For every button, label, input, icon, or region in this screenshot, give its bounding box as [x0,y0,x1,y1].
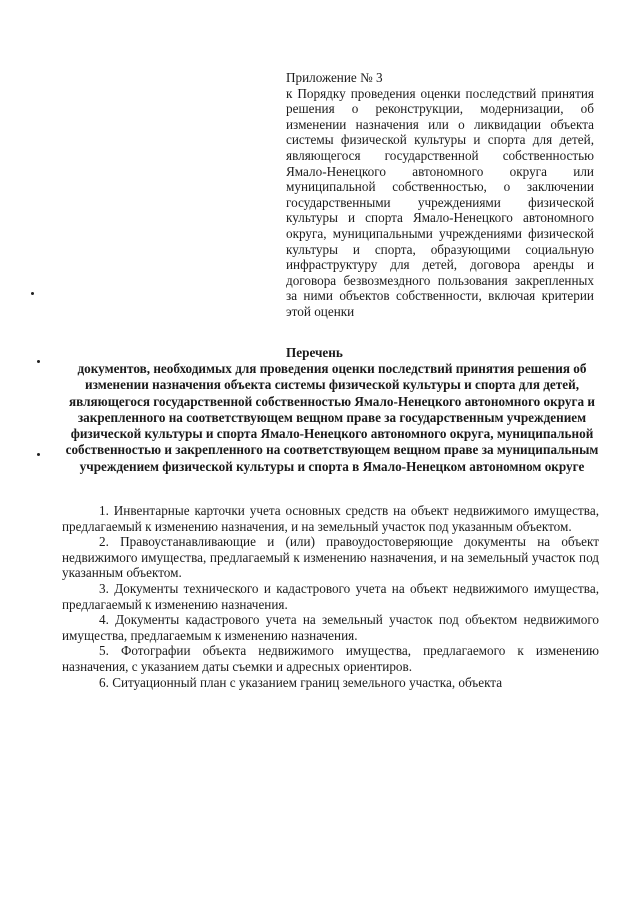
appendix-title: Приложение № 3 [286,70,383,85]
list-item: 6. Ситуационный план с указанием границ земельного участка, объекта [99,674,503,690]
scan-speck [37,360,40,363]
list-item: 1. Инвентарные карточки учета основных средств на объект недвижимого имущества, предлагаемый к изменению назначения, и на земельный участок под указанным объектом. [62,503,599,534]
document-list [62,503,599,690]
appendix-text: к Порядку проведения оценки последствий принятия решения о реконструкции, модернизации, об изменении назначения или о ликвидации объекта системы физической культуры и спорта для детей, являющегося государственной собственностью Ямало-Ненецкого автономного округа или муниципальной собственностью, о заключении государственными учреждениями физической культуры и спорта Ямало-Ненецкого автономного округа, муниципальными учреждениями физической культуры и спорта, образующими социальную инфраструктуру для детей, договора аренды и договора безвозмездного пользования закрепленных за ними объектов собственности, включая критерии этой оценки [286,85,594,319]
list-item: 3. Документы технического и кадастрового учета на объект недвижимого имущества, предлагаемый к изменению назначения. [62,580,599,612]
document-title: Перечень [286,345,343,360]
scan-speck [37,453,40,456]
list-item: 4. Документы кадастрового учета на земельный участок под объектом недвижимого имущества, предлагаемым к изменению назначения. [62,612,599,643]
document-heading: документов, необходимых для проведения оценки последствий принятия решения об изменении назначения объекта системы физической культуры и спорта для детей, являющегося государственной собственностью Ямало-Ненецкого автономного округа и закрепленного на соответствующем вещном праве за государственным учреждением физической культуры и спорта Ямало-Ненецкого автономного округа, муниципальной собственностью и закрепленного на соответствующем вещном праве за муниципальным учреждением физической культуры и спорта в Ямало-Ненецком автономном округе [65,361,599,474]
list-item: 5. Фотографии объекта недвижимого имущества, предлагаемого к изменению назначения, с указанием даты съемки и адресных ориентиров. [62,643,599,674]
appendix-block [286,70,594,320]
scan-speck [31,292,34,295]
list-item: 2. Правоустанавливающие и (или) правоудостоверяющие документы на объект недвижимого имущества, предлагаемый к изменению назначения, и на земельный участок под указанным объектом. [62,534,599,581]
